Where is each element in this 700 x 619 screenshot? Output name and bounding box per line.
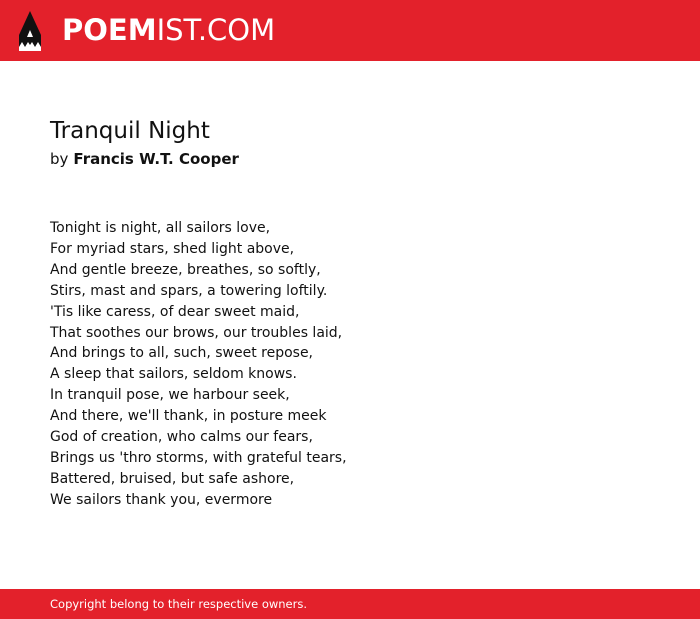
poem-line: A sleep that sailors, seldom knows. [50,366,297,383]
by-label: by [50,150,69,168]
poem-line: And gentle breeze, breathes, so softly, [50,261,321,278]
poem-line: 'Tis like caress, of dear sweet maid, [50,303,300,320]
site-logo-text [62,13,276,47]
site-footer [0,589,700,619]
poem-line: Tonight is night, all sailors love, [50,220,271,236]
copyright-text: Copyright belong to their respective owners. [50,597,308,611]
logo-light-text: IST.COM [156,13,276,47]
poem-line: God of creation, who calms our fears, [50,429,313,446]
poem-line: For myriad stars, shed light above, [50,240,295,257]
poem-line: And brings to all, such, sweet repose, [50,345,314,362]
author-name: Francis W.T. Cooper [73,150,239,168]
poem-container [50,116,650,511]
poem-body [50,218,650,511]
pen-nib-icon [18,11,42,51]
poem-byline [50,148,650,170]
poem-line: And there, we'll thank, in posture meek [50,408,327,425]
site-logo-link[interactable] [18,11,275,51]
logo-strong-text: POEM [62,13,157,47]
site-header [0,0,700,61]
poem-line: Brings us 'thro storms, with grateful tears, [50,449,347,466]
poem-title: Tranquil Night [50,118,210,144]
poem-line: In tranquil pose, we harbour seek, [50,387,290,404]
poem-line: Stirs, mast and spars, a towering loftily. [50,282,328,299]
poem-line: Battered, bruised, but safe ashore, [50,470,295,487]
poem-line: That soothes our brows, our troubles laid, [50,324,343,341]
poem-line: We sailors thank you, evermore [50,491,273,508]
